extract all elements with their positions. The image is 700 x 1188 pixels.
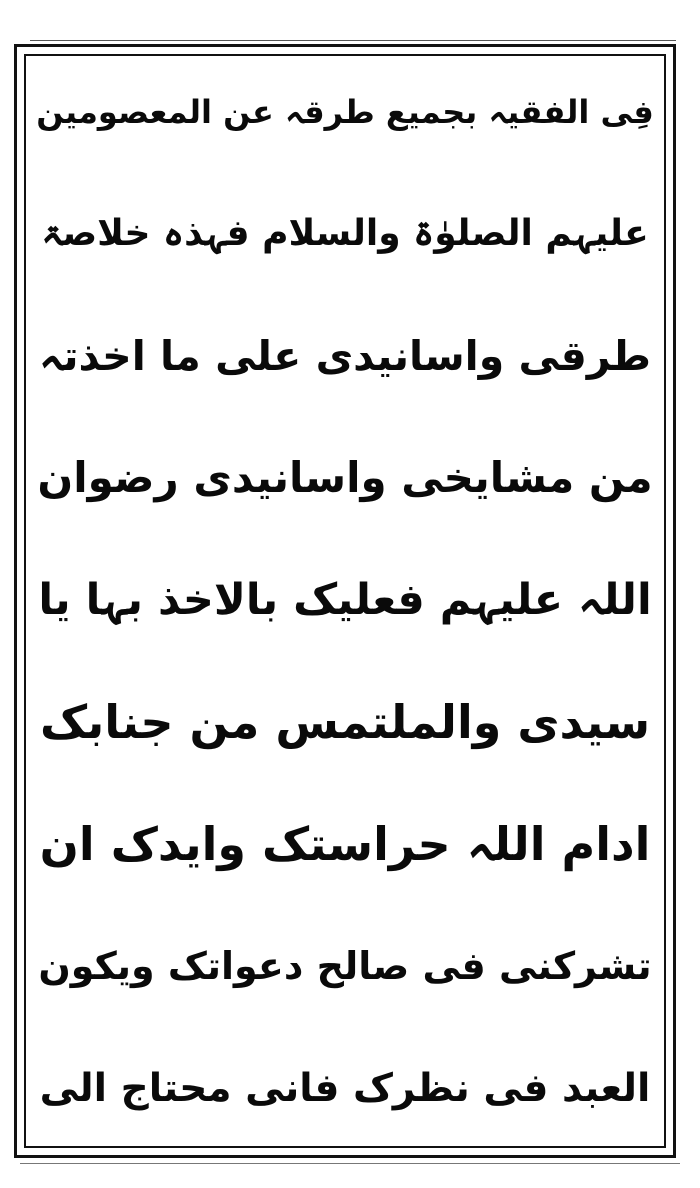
text-line-2: علیہم الصلوٰۃ والسلام فہذہ خلاصۃ: [41, 213, 649, 254]
text-line-9: العبد فی نظرک فانی محتاج الی: [39, 1065, 651, 1111]
text-line-5: اللہ علیہم فعلیک بالاخذ بہا یا: [38, 574, 652, 625]
text-block: [34, 58, 656, 1142]
text-line-3: طرقی واسانیدی علی ما اخذتہ: [39, 331, 651, 380]
top-rule: [30, 40, 676, 41]
text-line-6: سیدی والملتمس من جنابک: [39, 695, 651, 749]
text-line-7: ادام اللہ حراستک وایدک ان: [39, 817, 651, 871]
text-line-4: من مشایخی واسانیدی رضوان: [37, 453, 653, 502]
text-line-8: تشرکنی فی صالح دعواتک ویکون: [38, 944, 652, 988]
bottom-rule: [20, 1163, 680, 1164]
text-line-1: فِی الفقیہ بجمیع طرقہ عن المعصومین: [36, 93, 654, 131]
